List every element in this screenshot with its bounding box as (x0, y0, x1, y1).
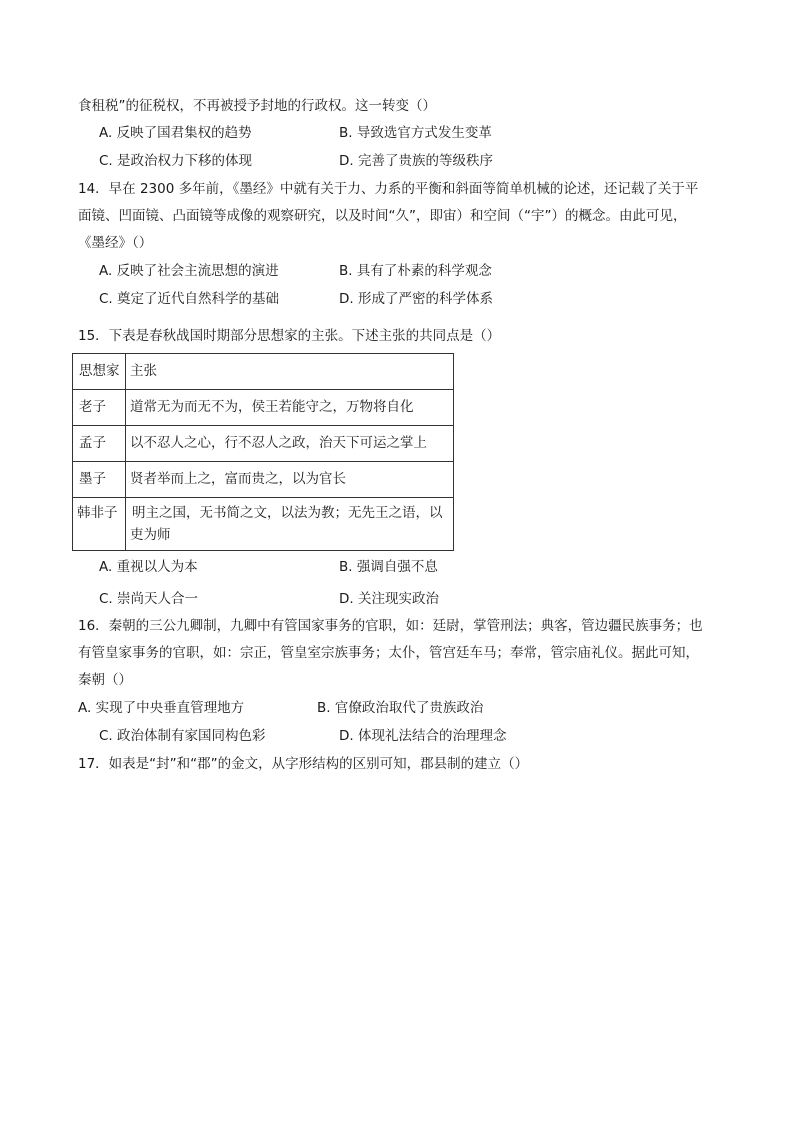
table-row (73, 390, 454, 426)
q16-option-a[interactable]: A. 实现了中央垂直管理地方 (78, 700, 245, 716)
table-header-row (73, 354, 454, 390)
table-header-claim: 主张 (126, 354, 454, 390)
q16-option-b[interactable]: B. 官僚政治取代了贵族政治 (317, 700, 484, 716)
q13-option-a[interactable]: A. 反映了国君集权的趋势 (99, 125, 252, 141)
table-cell-claim: 贤者举而上之，富而贵之，以为官长 (126, 462, 454, 498)
q15-stem: 15．下表是春秋战国时期部分思想家的主张。下述主张的共同点是（） (78, 328, 501, 344)
q15-option-c[interactable]: C. 崇尚天人合一 (99, 591, 199, 607)
q14-stem-line2: 面镜、凹面镜、凸面镜等成像的观察研究，以及时间“久”，即宙）和空间（“宇”）的概念。由此可见， (78, 208, 687, 224)
q16-stem-line3: 秦朝（） (78, 672, 132, 688)
table-cell-name: 孟子 (73, 426, 126, 462)
table-row (73, 498, 454, 551)
table-cell-claim: 道常无为而无不为，侯王若能守之，万物将自化 (126, 390, 454, 426)
q14-option-a[interactable]: A. 反映了社会主流思想的演进 (99, 263, 279, 279)
q16-option-c[interactable]: C. 政治体制有家国同构色彩 (99, 728, 266, 744)
q15-option-d[interactable]: D. 关注现实政治 (339, 591, 439, 607)
q13-stem: 食租税”的征税权，不再被授予封地的行政权。这一转变（） (78, 98, 436, 114)
q14-option-b[interactable]: B. 具有了朴素的科学观念 (339, 263, 492, 279)
q14-stem-line3: 《墨经》（） (78, 235, 153, 251)
table-header-thinker: 思想家 (73, 354, 126, 390)
q13-option-b[interactable]: B. 导致选官方式发生变革 (339, 125, 492, 141)
table-cell-claim: 以不忍人之心，行不忍人之政，治天下可运之掌上 (126, 426, 454, 462)
table-cell-name: 墨子 (73, 462, 126, 498)
q14-option-d[interactable]: D. 形成了严密的科学体系 (339, 291, 493, 307)
thinkers-table (72, 353, 454, 551)
q15-option-b[interactable]: B. 强调自强不息 (339, 559, 438, 575)
table-cell-name: 韩非子 (73, 498, 126, 551)
table-row (73, 462, 454, 498)
q14-option-c[interactable]: C. 奠定了近代自然科学的基础 (99, 291, 280, 307)
q17-stem: 17．如表是“封”和“郡”的金文，从字形结构的区别可知，郡县制的建立（） (78, 756, 529, 772)
q13-option-d[interactable]: D. 完善了贵族的等级秩序 (339, 153, 493, 169)
q16-stem-line2: 有管皇家事务的官职，如：宗正，管皇室宗族事务；太仆，管宫廷车马；奉常，管宗庙礼仪。据此可知， (78, 645, 699, 661)
q15-option-a[interactable]: A. 重视以人为本 (99, 559, 198, 575)
table-cell-name: 老子 (73, 390, 126, 426)
q13-option-c[interactable]: C. 是政治权力下移的体现 (99, 153, 253, 169)
table-cell-claim (126, 498, 454, 551)
q16-option-d[interactable]: D. 体现礼法结合的治理理念 (339, 728, 507, 744)
table-row (73, 426, 454, 462)
table-cell-claim-line1: 明主之国，无书简之文，以法为教；无先王之语，以 (132, 505, 443, 521)
q14-stem-line1: 14．早在 2300 多年前，《墨经》中就有关于力、力系的平衡和斜面等简单机械的论述，还记载了关于平 (78, 181, 699, 197)
q16-stem-line1: 16．秦朝的三公九卿制，九卿中有管国家事务的官职，如：廷尉，掌管刑法；典客，管边疆民族事务；也 (78, 618, 703, 634)
table-cell-claim-line2: 吏为师 (130, 527, 171, 543)
